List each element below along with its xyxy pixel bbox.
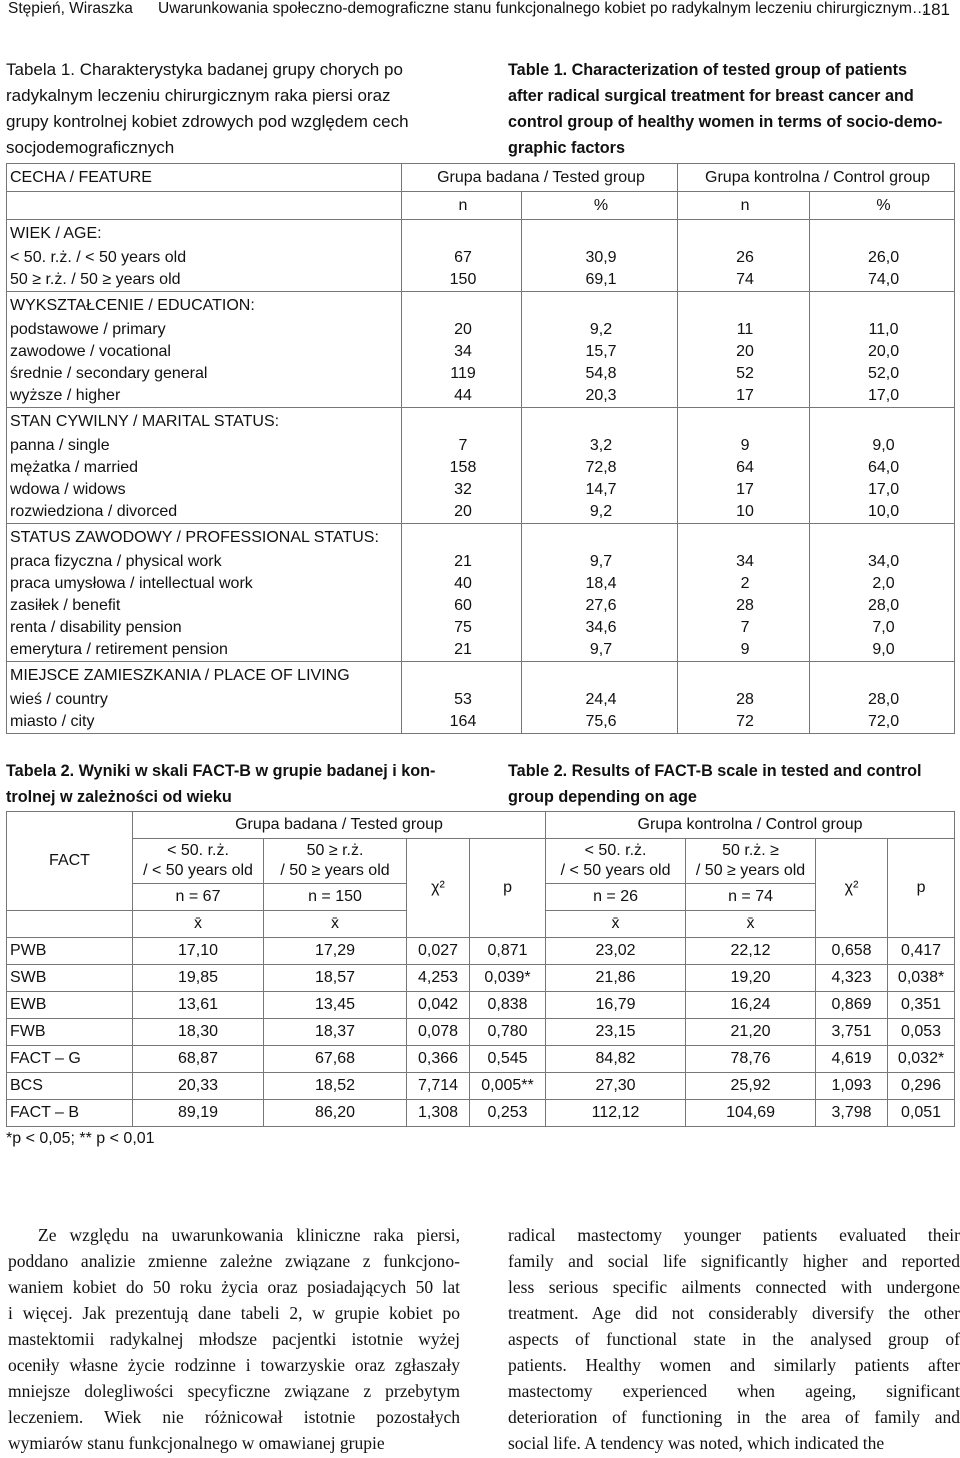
row-label: EWB bbox=[7, 992, 133, 1019]
row-label: SWB bbox=[7, 965, 133, 992]
value-cell: 17,10 bbox=[133, 938, 264, 965]
table-row bbox=[7, 457, 955, 479]
text-line: leczeniem. Wiek nie różnicował istotnie pozostałych bbox=[8, 1407, 460, 1427]
caption-line: trolnej w zależności od wieku bbox=[6, 788, 232, 806]
text-line: less serious specific ailments connected with undergone bbox=[508, 1277, 960, 1297]
cell-n2: 17 bbox=[678, 385, 810, 408]
caption-line: Table 2. Results of FACT-B scale in tested and control bbox=[508, 762, 922, 780]
value-cell: 112,12 bbox=[546, 1100, 686, 1127]
empty-cell bbox=[678, 524, 810, 552]
table-row bbox=[7, 501, 955, 524]
table-row bbox=[7, 1100, 955, 1127]
caption-line: Tabela 2. Wyniki w skali FACT-B w grupie badanej i kon- bbox=[6, 762, 436, 780]
empty-cell bbox=[810, 408, 955, 436]
cell-p2: 17,0 bbox=[810, 385, 955, 408]
body-text-right bbox=[508, 1222, 960, 1456]
value-cell: 19,85 bbox=[133, 965, 264, 992]
value-cell: 22,12 bbox=[686, 938, 816, 965]
table-row bbox=[7, 363, 955, 385]
caption-line: Table 1. Characterization of tested group of patients bbox=[508, 61, 908, 79]
value-cell: 0,838 bbox=[470, 992, 546, 1019]
table-row bbox=[7, 385, 955, 408]
cell-n1: 7 bbox=[402, 435, 522, 457]
row-label: zawodowe / vocational bbox=[7, 341, 402, 363]
col-feature: CECHA / FEATURE bbox=[7, 164, 402, 192]
cell-n2: 2 bbox=[678, 573, 810, 595]
row-label: FACT – G bbox=[7, 1046, 133, 1073]
cell-line: / < 50 years old bbox=[560, 862, 671, 879]
table-row bbox=[7, 435, 955, 457]
value-cell: 4,619 bbox=[816, 1046, 888, 1073]
value-cell: 18,37 bbox=[264, 1019, 407, 1046]
subheader-pct: % bbox=[522, 192, 678, 220]
col-control: Grupa kontrolna / Control group bbox=[678, 164, 955, 192]
table-row bbox=[7, 479, 955, 501]
col-chi2: χ² bbox=[407, 839, 470, 938]
row-label: wyższe / higher bbox=[7, 385, 402, 408]
value-cell: 0,545 bbox=[470, 1046, 546, 1073]
text-line: poddano analizie zmienne zależne związane z funkcjono- bbox=[8, 1251, 460, 1271]
cell-p1: 18,4 bbox=[522, 573, 678, 595]
subheader-n: n bbox=[402, 192, 522, 220]
row-label: FWB bbox=[7, 1019, 133, 1046]
col-fact: FACT bbox=[7, 812, 133, 911]
n-control-lt50: n = 26 bbox=[546, 884, 686, 911]
cell-p2: 28,0 bbox=[810, 595, 955, 617]
value-cell: 0,253 bbox=[470, 1100, 546, 1127]
cell-p1: 3,2 bbox=[522, 435, 678, 457]
value-cell: 17,29 bbox=[264, 938, 407, 965]
cell-n2: 28 bbox=[678, 595, 810, 617]
empty-cell bbox=[402, 662, 522, 690]
caption-line: grupy kontrolnej kobiet zdrowych pod względem cech bbox=[6, 112, 409, 131]
empty-cell bbox=[678, 220, 810, 248]
cell-p1: 69,1 bbox=[522, 269, 678, 292]
value-cell: 16,79 bbox=[546, 992, 686, 1019]
row-label: mężatka / married bbox=[7, 457, 402, 479]
cell-line: 50 ≥ r.ż. bbox=[306, 842, 364, 859]
cell-n1: 21 bbox=[402, 551, 522, 573]
empty-cell bbox=[810, 524, 955, 552]
text-line: mniejsze dolegliwości specyficzne związane z przebytym bbox=[8, 1381, 460, 1401]
tested-ge50 bbox=[264, 839, 407, 884]
value-cell: 84,82 bbox=[546, 1046, 686, 1073]
table-row bbox=[7, 551, 955, 573]
mean-symbol: x̄ bbox=[264, 911, 407, 938]
table-row bbox=[7, 1046, 955, 1073]
table1 bbox=[6, 163, 955, 734]
text-line: deterioration of functioning in the area of family and bbox=[508, 1407, 960, 1427]
value-cell: 78,76 bbox=[686, 1046, 816, 1073]
empty-cell bbox=[402, 524, 522, 552]
table-row bbox=[7, 617, 955, 639]
text-line: mastectomy experienced when ageing, significant bbox=[508, 1381, 960, 1401]
text-line: patients. Healthy women and similarly patients after bbox=[508, 1355, 960, 1375]
cell-n2: 26 bbox=[678, 247, 810, 269]
cell-p1: 72,8 bbox=[522, 457, 678, 479]
section-title: STAN CYWILNY / MARITAL STATUS: bbox=[7, 408, 402, 436]
text-line: family and social life significantly higher and reported bbox=[508, 1251, 960, 1271]
text-line: aspects of functional state in the analysed group of bbox=[508, 1329, 960, 1349]
value-cell: 21,86 bbox=[546, 965, 686, 992]
value-cell: 20,33 bbox=[133, 1073, 264, 1100]
running-header bbox=[8, 0, 950, 24]
row-label: < 50. r.ż. / < 50 years old bbox=[7, 247, 402, 269]
section-title: WIEK / AGE: bbox=[7, 220, 402, 248]
table1-caption-pl bbox=[6, 57, 456, 161]
cell-p1: 54,8 bbox=[522, 363, 678, 385]
empty-cell bbox=[522, 292, 678, 320]
empty-cell bbox=[402, 220, 522, 248]
n-tested-ge50: n = 150 bbox=[264, 884, 407, 911]
empty-cell bbox=[810, 662, 955, 690]
cell-n2: 34 bbox=[678, 551, 810, 573]
value-cell: 18,52 bbox=[264, 1073, 407, 1100]
caption-line: after radical surgical treatment for breast cancer and bbox=[508, 87, 914, 105]
cell-p2: 52,0 bbox=[810, 363, 955, 385]
value-cell: 0,296 bbox=[888, 1073, 955, 1100]
cell-n2: 9 bbox=[678, 639, 810, 662]
table2-caption-pl bbox=[6, 758, 456, 810]
cell-n1: 67 bbox=[402, 247, 522, 269]
cell-p2: 74,0 bbox=[810, 269, 955, 292]
table-row bbox=[7, 1073, 955, 1100]
text-line: social life. A tendency was noted, which indicated the bbox=[508, 1433, 885, 1453]
cell-n2: 28 bbox=[678, 689, 810, 711]
table-row bbox=[7, 639, 955, 662]
cell-p2: 28,0 bbox=[810, 689, 955, 711]
cell-n2: 52 bbox=[678, 363, 810, 385]
empty-cell bbox=[522, 408, 678, 436]
body-text-left bbox=[8, 1222, 460, 1456]
cell-p1: 9,7 bbox=[522, 551, 678, 573]
value-cell: 1,308 bbox=[407, 1100, 470, 1127]
cell-p1: 27,6 bbox=[522, 595, 678, 617]
table-row bbox=[7, 938, 955, 965]
value-cell: 18,57 bbox=[264, 965, 407, 992]
value-cell: 16,24 bbox=[686, 992, 816, 1019]
cell-p2: 9,0 bbox=[810, 639, 955, 662]
text-line: waniem kobiet do 50 roku życia oraz posiadających 50 lat bbox=[8, 1277, 460, 1297]
cell-n2: 74 bbox=[678, 269, 810, 292]
cell-p1: 75,6 bbox=[522, 711, 678, 734]
table-row bbox=[7, 573, 955, 595]
empty-cell bbox=[522, 662, 678, 690]
empty-cell bbox=[810, 220, 955, 248]
caption-line: graphic factors bbox=[508, 139, 625, 157]
section-title: MIEJSCE ZAMIESZKANIA / PLACE OF LIVING bbox=[7, 662, 402, 690]
page-number: 181 bbox=[921, 0, 950, 19]
value-cell: 3,798 bbox=[816, 1100, 888, 1127]
cell-n2: 72 bbox=[678, 711, 810, 734]
col-control: Grupa kontrolna / Control group bbox=[546, 812, 955, 839]
value-cell: 0,042 bbox=[407, 992, 470, 1019]
value-cell: 0,780 bbox=[470, 1019, 546, 1046]
value-cell: 0,053 bbox=[888, 1019, 955, 1046]
value-cell: 0,038* bbox=[888, 965, 955, 992]
value-cell: 86,20 bbox=[264, 1100, 407, 1127]
row-label: BCS bbox=[7, 1073, 133, 1100]
value-cell: 18,30 bbox=[133, 1019, 264, 1046]
table-row bbox=[7, 711, 955, 734]
empty-cell bbox=[402, 292, 522, 320]
value-cell: 0,417 bbox=[888, 938, 955, 965]
caption-line: socjodemograficznych bbox=[6, 138, 175, 157]
cell-line: < 50. r.ż. bbox=[167, 842, 229, 859]
value-cell: 1,093 bbox=[816, 1073, 888, 1100]
cell-p1: 20,3 bbox=[522, 385, 678, 408]
cell-p1: 9,7 bbox=[522, 639, 678, 662]
value-cell: 23,02 bbox=[546, 938, 686, 965]
value-cell: 67,68 bbox=[264, 1046, 407, 1073]
empty-cell bbox=[522, 524, 678, 552]
value-cell: 27,30 bbox=[546, 1073, 686, 1100]
cell-n1: 158 bbox=[402, 457, 522, 479]
empty-cell bbox=[810, 292, 955, 320]
subheader-n: n bbox=[678, 192, 810, 220]
value-cell: 7,714 bbox=[407, 1073, 470, 1100]
row-label: praca fizyczna / physical work bbox=[7, 551, 402, 573]
value-cell: 68,87 bbox=[133, 1046, 264, 1073]
value-cell: 4,253 bbox=[407, 965, 470, 992]
col-chi2: χ² bbox=[816, 839, 888, 938]
cell-n1: 119 bbox=[402, 363, 522, 385]
empty-cell bbox=[402, 408, 522, 436]
value-cell: 13,45 bbox=[264, 992, 407, 1019]
cell-p1: 9,2 bbox=[522, 501, 678, 524]
section-row bbox=[7, 524, 955, 552]
cell-line: < 50. r.ż. bbox=[584, 842, 647, 859]
cell-n1: 20 bbox=[402, 319, 522, 341]
cell-n2: 7 bbox=[678, 617, 810, 639]
row-label: panna / single bbox=[7, 435, 402, 457]
row-label: średnie / secondary general bbox=[7, 363, 402, 385]
mean-symbol: x̄ bbox=[546, 911, 686, 938]
table1-body bbox=[7, 220, 955, 734]
cell-p2: 2,0 bbox=[810, 573, 955, 595]
row-label: wieś / country bbox=[7, 689, 402, 711]
row-label: zasiłek / benefit bbox=[7, 595, 402, 617]
value-cell: 104,69 bbox=[686, 1100, 816, 1127]
value-cell: 0,032* bbox=[888, 1046, 955, 1073]
text-line: i więcej. Jak prezentują dane tabeli 2, w grupie kobiet po bbox=[8, 1303, 460, 1323]
cell-n1: 34 bbox=[402, 341, 522, 363]
value-cell: 89,19 bbox=[133, 1100, 264, 1127]
n-control-ge50: n = 74 bbox=[686, 884, 816, 911]
row-label: emerytura / retirement pension bbox=[7, 639, 402, 662]
col-tested: Grupa badana / Tested group bbox=[402, 164, 678, 192]
col-p: p bbox=[470, 839, 546, 938]
cell-n1: 40 bbox=[402, 573, 522, 595]
table-row bbox=[7, 247, 955, 269]
mean-symbol: x̄ bbox=[686, 911, 816, 938]
cell-n1: 75 bbox=[402, 617, 522, 639]
header-authors: Stępień, Wiraszka bbox=[8, 0, 133, 17]
cell-p2: 64,0 bbox=[810, 457, 955, 479]
value-cell: 23,15 bbox=[546, 1019, 686, 1046]
table-row bbox=[7, 341, 955, 363]
text-line: wymiarów stanu funkcjonalnego w omawianej grupie bbox=[8, 1433, 385, 1453]
cell-n2: 17 bbox=[678, 479, 810, 501]
cell-p2: 17,0 bbox=[810, 479, 955, 501]
control-ge50 bbox=[686, 839, 816, 884]
value-cell: 25,92 bbox=[686, 1073, 816, 1100]
value-cell: 19,20 bbox=[686, 965, 816, 992]
section-row bbox=[7, 220, 955, 248]
text-line: radical mastectomy younger patients evaluated their bbox=[508, 1225, 960, 1245]
section-row bbox=[7, 292, 955, 320]
table-row bbox=[7, 992, 955, 1019]
table-row bbox=[7, 269, 955, 292]
value-cell: 0,051 bbox=[888, 1100, 955, 1127]
table-row bbox=[7, 319, 955, 341]
cell-n1: 53 bbox=[402, 689, 522, 711]
cell-n1: 164 bbox=[402, 711, 522, 734]
table-row bbox=[7, 1019, 955, 1046]
caption-line: Tabela 1. Charakterystyka badanej grupy chorych po bbox=[6, 60, 403, 79]
header-title: Uwarunkowania społeczno-demograficzne stanu funkcjonalnego kobiet po radykalnym leczeniu chirurgicznym… bbox=[158, 0, 928, 17]
value-cell: 0,658 bbox=[816, 938, 888, 965]
row-label: 50 ≥ r.ż. / 50 ≥ years old bbox=[7, 269, 402, 292]
section-row bbox=[7, 408, 955, 436]
value-cell: 0,366 bbox=[407, 1046, 470, 1073]
value-cell: 0,027 bbox=[407, 938, 470, 965]
cell-p1: 34,6 bbox=[522, 617, 678, 639]
value-cell: 0,005** bbox=[470, 1073, 546, 1100]
col-tested: Grupa badana / Tested group bbox=[133, 812, 546, 839]
cell-p1: 24,4 bbox=[522, 689, 678, 711]
cell-n2: 10 bbox=[678, 501, 810, 524]
table-row bbox=[7, 595, 955, 617]
table1-caption-en bbox=[508, 57, 958, 161]
cell-n1: 20 bbox=[402, 501, 522, 524]
row-label: PWB bbox=[7, 938, 133, 965]
cell-n1: 60 bbox=[402, 595, 522, 617]
value-cell: 21,20 bbox=[686, 1019, 816, 1046]
row-label: praca umysłowa / intellectual work bbox=[7, 573, 402, 595]
cell-p2: 72,0 bbox=[810, 711, 955, 734]
cell-p1: 9,2 bbox=[522, 319, 678, 341]
text-line: Ze względu na uwarunkowania kliniczne raka piersi, bbox=[38, 1225, 460, 1245]
cell-line: / < 50 years old bbox=[143, 862, 253, 879]
cell-p2: 34,0 bbox=[810, 551, 955, 573]
value-cell: 0,869 bbox=[816, 992, 888, 1019]
row-label: rozwiedziona / divorced bbox=[7, 501, 402, 524]
value-cell: 13,61 bbox=[133, 992, 264, 1019]
cell-line: / 50 ≥ years old bbox=[280, 862, 390, 879]
row-label: FACT – B bbox=[7, 1100, 133, 1127]
cell-n2: 64 bbox=[678, 457, 810, 479]
empty-cell bbox=[678, 292, 810, 320]
cell-n1: 44 bbox=[402, 385, 522, 408]
cell-line: 50 r.ż. ≥ bbox=[722, 842, 779, 859]
cell-n2: 11 bbox=[678, 319, 810, 341]
cell-p2: 10,0 bbox=[810, 501, 955, 524]
text-line: treatment. Age did not considerably diversify the other bbox=[508, 1303, 960, 1323]
cell-p2: 7,0 bbox=[810, 617, 955, 639]
text-line: mastektomii radykalnej młodsze pacjentki istotnie wyżej bbox=[8, 1329, 460, 1349]
cell-n1: 32 bbox=[402, 479, 522, 501]
empty-cell bbox=[678, 662, 810, 690]
table2 bbox=[6, 811, 955, 1127]
subheader-empty bbox=[7, 192, 402, 220]
table-row bbox=[7, 965, 955, 992]
cell-n2: 9 bbox=[678, 435, 810, 457]
col-p: p bbox=[888, 839, 955, 938]
empty-cell bbox=[522, 220, 678, 248]
row-label: miasto / city bbox=[7, 711, 402, 734]
value-cell: 0,351 bbox=[888, 992, 955, 1019]
tested-lt50 bbox=[133, 839, 264, 884]
subheader-pct: % bbox=[810, 192, 955, 220]
empty-cell bbox=[678, 408, 810, 436]
cell-p2: 26,0 bbox=[810, 247, 955, 269]
mean-empty bbox=[7, 911, 133, 938]
value-cell: 0,039* bbox=[470, 965, 546, 992]
cell-p1: 30,9 bbox=[522, 247, 678, 269]
cell-p1: 14,7 bbox=[522, 479, 678, 501]
cell-p2: 9,0 bbox=[810, 435, 955, 457]
cell-n1: 150 bbox=[402, 269, 522, 292]
row-label: podstawowe / primary bbox=[7, 319, 402, 341]
cell-n1: 21 bbox=[402, 639, 522, 662]
value-cell: 4,323 bbox=[816, 965, 888, 992]
table2-footnote: *p < 0,05; ** p < 0,01 bbox=[6, 1130, 155, 1147]
cell-p1: 15,7 bbox=[522, 341, 678, 363]
cell-p2: 20,0 bbox=[810, 341, 955, 363]
caption-line: group depending on age bbox=[508, 788, 697, 806]
text-line: oceniły własne życie rodzinne i towarzyskie oraz zgłaszały bbox=[8, 1355, 460, 1375]
section-title: STATUS ZAWODOWY / PROFESSIONAL STATUS: bbox=[7, 524, 402, 552]
row-label: renta / disability pension bbox=[7, 617, 402, 639]
row-label: wdowa / widows bbox=[7, 479, 402, 501]
cell-p2: 11,0 bbox=[810, 319, 955, 341]
table-row bbox=[7, 689, 955, 711]
section-row bbox=[7, 662, 955, 690]
cell-line: / 50 ≥ years old bbox=[695, 862, 806, 879]
caption-line: control group of healthy women in terms of socio-demo- bbox=[508, 113, 943, 131]
n-tested-lt50: n = 67 bbox=[133, 884, 264, 911]
caption-line: radykalnym leczeniu chirurgicznym raka piersi oraz bbox=[6, 86, 391, 105]
table2-body bbox=[7, 938, 955, 1127]
cell-n2: 20 bbox=[678, 341, 810, 363]
table2-caption-en bbox=[508, 758, 958, 810]
value-cell: 0,871 bbox=[470, 938, 546, 965]
value-cell: 0,078 bbox=[407, 1019, 470, 1046]
control-lt50 bbox=[546, 839, 686, 884]
value-cell: 3,751 bbox=[816, 1019, 888, 1046]
mean-symbol: x̄ bbox=[133, 911, 264, 938]
section-title: WYKSZTAŁCENIE / EDUCATION: bbox=[7, 292, 402, 320]
